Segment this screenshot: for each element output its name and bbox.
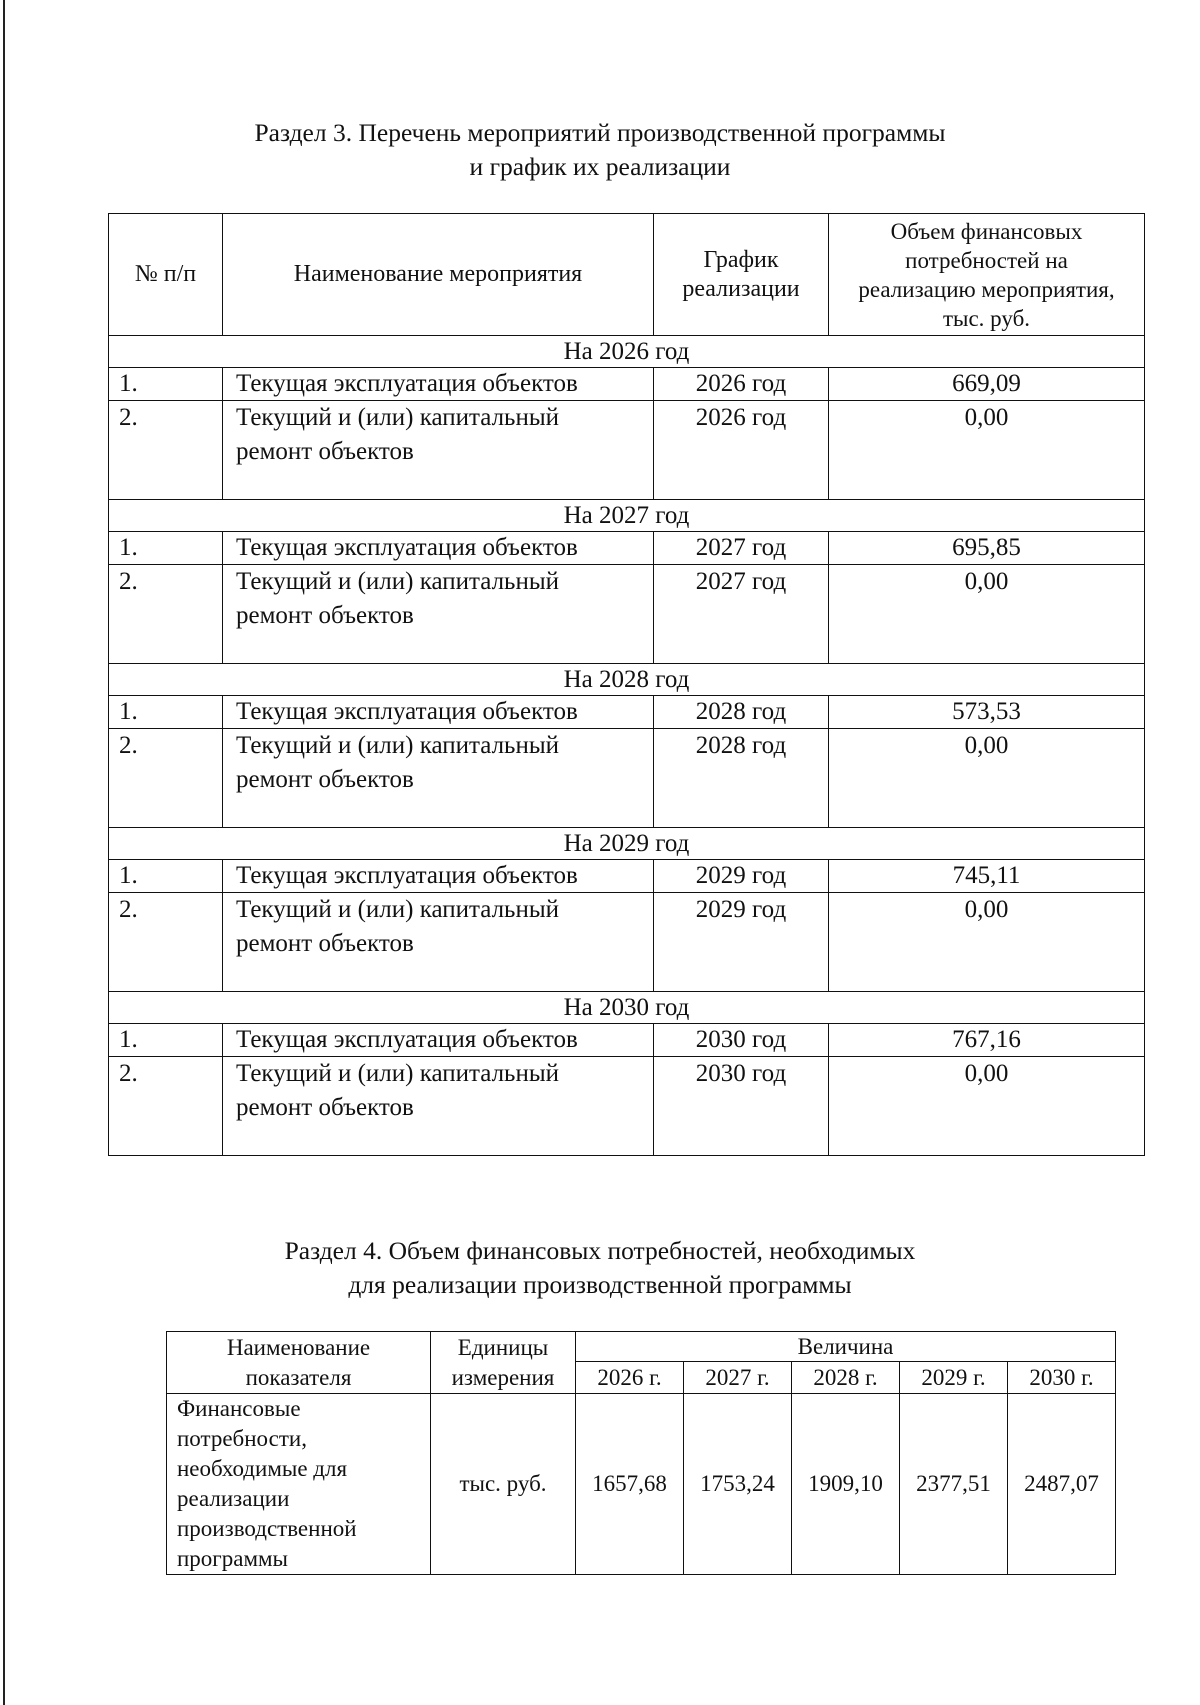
finance-header-row: [167, 1332, 1116, 1362]
row-name: Текущий и (или) капитальный ремонт объектов: [223, 893, 654, 992]
row-amount: 0,00: [829, 729, 1145, 828]
row-num: 2.: [109, 1057, 223, 1156]
section3-title: [0, 116, 1200, 184]
year-label: На 2029 год: [109, 828, 1145, 860]
row-schedule: 2029 год: [654, 893, 829, 992]
header-name: Наименование мероприятия: [223, 214, 654, 336]
section4-title: [0, 1234, 1200, 1302]
header-indicator: Наименование показателя: [167, 1332, 431, 1394]
row-value: 1657,68: [576, 1394, 684, 1575]
row-num: 1.: [109, 860, 223, 893]
row-amount: 0,00: [829, 565, 1145, 664]
row-amount: 0,00: [829, 893, 1145, 992]
header-year: 2030 г.: [1008, 1362, 1116, 1394]
year-label: На 2030 год: [109, 992, 1145, 1024]
year-label: На 2028 год: [109, 664, 1145, 696]
row-schedule: 2029 год: [654, 860, 829, 893]
row-num: 1.: [109, 532, 223, 565]
table-row: [109, 860, 1145, 893]
year-row: [109, 500, 1145, 532]
table-row: [109, 1057, 1145, 1156]
row-name: Текущая эксплуатация объектов: [223, 860, 654, 893]
row-amount: 573,53: [829, 696, 1145, 729]
row-amount: 0,00: [829, 401, 1145, 500]
row-schedule: 2026 год: [654, 368, 829, 401]
header-year: 2026 г.: [576, 1362, 684, 1394]
row-value: 2377,51: [900, 1394, 1008, 1575]
header-year: 2029 г.: [900, 1362, 1008, 1394]
row-name: Текущий и (или) капитальный ремонт объектов: [223, 1057, 654, 1156]
row-schedule: 2030 год: [654, 1024, 829, 1057]
row-name: Текущий и (или) капитальный ремонт объектов: [223, 729, 654, 828]
row-name: Текущий и (или) капитальный ремонт объектов: [223, 565, 654, 664]
row-name: Текущая эксплуатация объектов: [223, 1024, 654, 1057]
row-value: 1909,10: [792, 1394, 900, 1575]
row-amount: 669,09: [829, 368, 1145, 401]
row-amount: 745,11: [829, 860, 1145, 893]
section4-title-line1: Раздел 4. Объем финансовых потребностей, необходимых: [284, 1236, 916, 1265]
header-unit: Единицы измерения: [431, 1332, 576, 1394]
row-name: Текущая эксплуатация объектов: [223, 696, 654, 729]
row-num: 2.: [109, 401, 223, 500]
table-row: [109, 368, 1145, 401]
table-row: [109, 729, 1145, 828]
year-label: На 2027 год: [109, 500, 1145, 532]
page-edge-line: [3, 0, 5, 1705]
section4-title-line2: для реализации производственной программы: [348, 1270, 852, 1299]
header-amount: Объем финансовых потребностей на реализацию мероприятия, тыс. руб.: [829, 214, 1145, 336]
header-value: Величина: [576, 1332, 1116, 1362]
year-row: [109, 336, 1145, 368]
header-schedule: График реализации: [654, 214, 829, 336]
table-row: [109, 696, 1145, 729]
measures-table: [108, 213, 1145, 1156]
row-schedule: 2028 год: [654, 696, 829, 729]
row-name: Текущая эксплуатация объектов: [223, 368, 654, 401]
row-num: 1.: [109, 1024, 223, 1057]
table-row: [109, 565, 1145, 664]
header-num: № п/п: [109, 214, 223, 336]
row-schedule: 2030 год: [654, 1057, 829, 1156]
finance-table: [166, 1331, 1116, 1575]
row-name: Текущий и (или) капитальный ремонт объектов: [223, 401, 654, 500]
section3-title-line1: Раздел 3. Перечень мероприятий производственной программы: [254, 118, 946, 147]
row-schedule: 2027 год: [654, 565, 829, 664]
row-amount: 695,85: [829, 532, 1145, 565]
row-num: 2.: [109, 729, 223, 828]
row-unit: тыс. руб.: [431, 1394, 576, 1575]
row-num: 2.: [109, 565, 223, 664]
year-label: На 2026 год: [109, 336, 1145, 368]
table-row: [109, 401, 1145, 500]
year-row: [109, 664, 1145, 696]
row-schedule: 2026 год: [654, 401, 829, 500]
row-value: 2487,07: [1008, 1394, 1116, 1575]
row-amount: 767,16: [829, 1024, 1145, 1057]
header-year: 2028 г.: [792, 1362, 900, 1394]
row-name: Текущая эксплуатация объектов: [223, 532, 654, 565]
row-num: 2.: [109, 893, 223, 992]
measures-header-row: [109, 214, 1145, 336]
table-row: [167, 1394, 1116, 1575]
row-num: 1.: [109, 696, 223, 729]
row-schedule: 2027 год: [654, 532, 829, 565]
header-year: 2027 г.: [684, 1362, 792, 1394]
row-indicator: Финансовые потребности, необходимые для реализации производственной программы: [167, 1394, 431, 1575]
row-num: 1.: [109, 368, 223, 401]
year-row: [109, 828, 1145, 860]
table-row: [109, 1024, 1145, 1057]
table-row: [109, 532, 1145, 565]
year-row: [109, 992, 1145, 1024]
row-amount: 0,00: [829, 1057, 1145, 1156]
row-schedule: 2028 год: [654, 729, 829, 828]
section3-title-line2: и график их реализации: [469, 152, 731, 181]
row-value: 1753,24: [684, 1394, 792, 1575]
table-row: [109, 893, 1145, 992]
